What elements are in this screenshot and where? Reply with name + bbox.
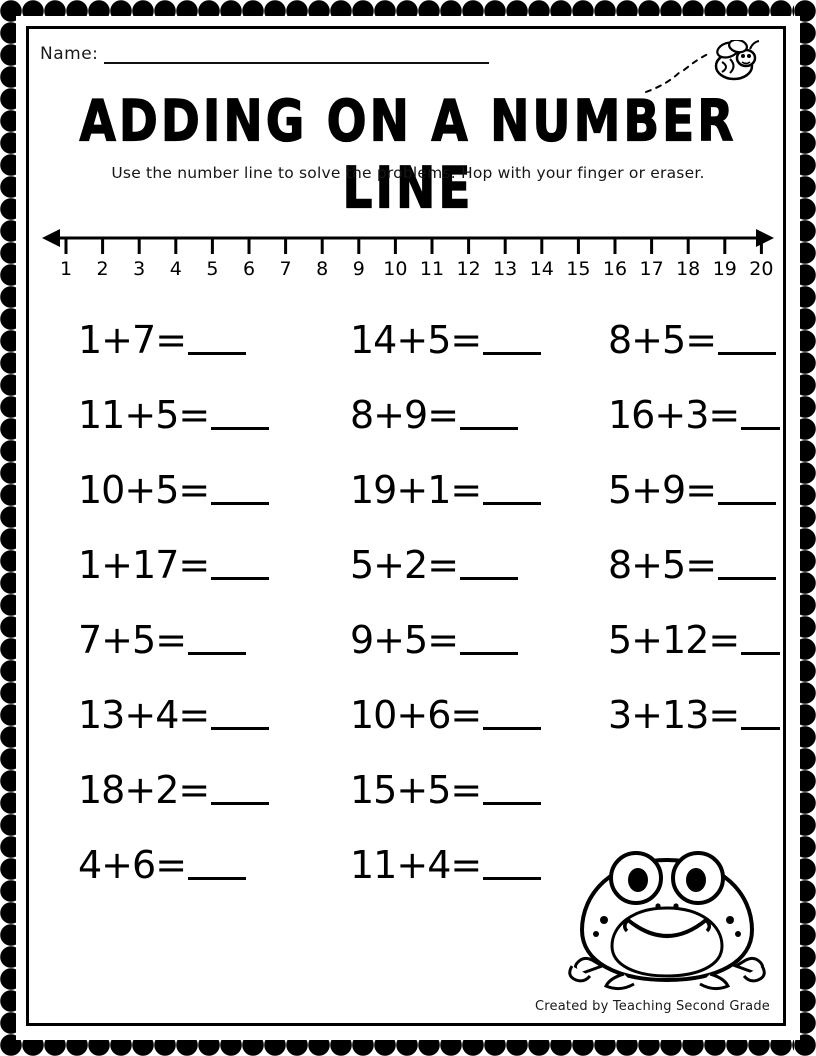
problem-item bbox=[544, 318, 780, 393]
problem-text: 8+5= bbox=[608, 318, 717, 362]
problem-item bbox=[544, 543, 780, 618]
problem-item bbox=[544, 468, 780, 543]
problem-text: 10+6= bbox=[350, 693, 482, 737]
problem-text: 19+1= bbox=[350, 468, 482, 512]
problem-item bbox=[544, 393, 780, 468]
problem-text: 5+2= bbox=[350, 543, 459, 587]
tick-label: 3 bbox=[133, 258, 146, 280]
problem-item bbox=[40, 693, 292, 768]
problem-item bbox=[292, 768, 544, 843]
problem-item bbox=[40, 318, 292, 393]
problem-item bbox=[292, 618, 544, 693]
problem-text: 16+3= bbox=[608, 393, 740, 437]
answer-blank[interactable] bbox=[211, 393, 269, 430]
credit-text: Created by Teaching Second Grade bbox=[535, 999, 770, 1014]
problem-item bbox=[292, 393, 544, 468]
tick-label: 5 bbox=[206, 258, 219, 280]
problem-item bbox=[544, 618, 780, 693]
answer-blank[interactable] bbox=[211, 468, 269, 505]
answer-blank[interactable] bbox=[718, 318, 776, 355]
frog-icon bbox=[562, 824, 772, 994]
answer-blank[interactable] bbox=[460, 618, 518, 655]
answer-blank[interactable] bbox=[460, 393, 518, 430]
answer-blank[interactable] bbox=[483, 843, 541, 880]
name-input-line[interactable] bbox=[104, 46, 489, 64]
answer-blank[interactable] bbox=[483, 318, 541, 355]
number-line-labels bbox=[40, 258, 776, 288]
answer-blank[interactable] bbox=[211, 693, 269, 730]
problem-item bbox=[292, 843, 544, 918]
tick-label: 7 bbox=[279, 258, 292, 280]
tick-label: 6 bbox=[242, 258, 256, 280]
worksheet-content bbox=[26, 26, 790, 1030]
tick-label: 4 bbox=[169, 258, 182, 280]
answer-blank[interactable] bbox=[741, 618, 780, 655]
page-subtitle: Use the number line to solve the problems. Hop with your finger or eraser. bbox=[111, 164, 705, 182]
tick-label: 8 bbox=[316, 258, 329, 280]
answer-blank[interactable] bbox=[483, 768, 541, 805]
tick-label: 19 bbox=[712, 258, 737, 280]
page-title: ADDING ON A NUMBER LINE bbox=[79, 88, 737, 223]
tick-label: 1 bbox=[59, 258, 73, 280]
number-line bbox=[40, 216, 776, 306]
answer-blank[interactable] bbox=[741, 393, 780, 430]
answer-blank[interactable] bbox=[211, 768, 269, 805]
problem-text: 3+13= bbox=[608, 693, 740, 737]
tick-label: 14 bbox=[529, 258, 554, 280]
tick-label: 11 bbox=[419, 258, 445, 280]
problem-text: 8+9= bbox=[350, 393, 459, 437]
problem-text: 8+5= bbox=[608, 543, 717, 587]
answer-blank[interactable] bbox=[188, 618, 246, 655]
tick-label: 12 bbox=[456, 258, 481, 280]
problem-item bbox=[40, 768, 292, 843]
tick-label: 9 bbox=[352, 258, 365, 280]
problem-item bbox=[292, 318, 544, 393]
tick-label: 2 bbox=[96, 258, 109, 280]
problem-text: 5+12= bbox=[608, 618, 740, 662]
problem-item bbox=[292, 693, 544, 768]
problem-item bbox=[40, 843, 292, 918]
problem-text: 4+6= bbox=[78, 843, 187, 887]
arrow-right-icon bbox=[756, 229, 774, 247]
problem-item bbox=[40, 618, 292, 693]
name-label: Name: bbox=[40, 44, 99, 64]
problem-item bbox=[40, 543, 292, 618]
problem-item bbox=[292, 468, 544, 543]
tick-label: 16 bbox=[602, 258, 628, 280]
problem-text: 15+5= bbox=[350, 768, 482, 812]
tick-label: 18 bbox=[676, 258, 701, 280]
answer-blank[interactable] bbox=[188, 843, 246, 880]
answer-blank[interactable] bbox=[718, 468, 776, 505]
answer-blank[interactable] bbox=[741, 693, 780, 730]
name-row bbox=[40, 44, 489, 64]
answer-blank[interactable] bbox=[483, 468, 541, 505]
answer-blank[interactable] bbox=[483, 693, 541, 730]
problem-item bbox=[544, 693, 780, 768]
problem-text: 11+4= bbox=[350, 843, 482, 887]
problem-text: 10+5= bbox=[78, 468, 210, 512]
number-line-axis bbox=[40, 216, 776, 260]
answer-blank[interactable] bbox=[460, 543, 518, 580]
problem-text: 13+4= bbox=[78, 693, 210, 737]
problem-item bbox=[292, 543, 544, 618]
answer-blank[interactable] bbox=[718, 543, 776, 580]
problem-text: 9+5= bbox=[350, 618, 459, 662]
problem-text: 18+2= bbox=[78, 768, 210, 812]
problem-item bbox=[40, 468, 292, 543]
problem-text: 5+9= bbox=[608, 468, 717, 512]
problem-text: 1+17= bbox=[78, 543, 210, 587]
arrow-left-icon bbox=[42, 229, 60, 247]
problem-text: 14+5= bbox=[350, 318, 482, 362]
tick-label: 15 bbox=[566, 258, 591, 280]
answer-blank[interactable] bbox=[188, 318, 246, 355]
answer-blank[interactable] bbox=[211, 543, 269, 580]
problem-text: 7+5= bbox=[78, 618, 187, 662]
tick-label: 17 bbox=[639, 258, 664, 280]
tick-label: 13 bbox=[493, 258, 518, 280]
problem-text: 11+5= bbox=[78, 393, 210, 437]
tick-label: 10 bbox=[383, 258, 408, 280]
problem-text: 1+7= bbox=[78, 318, 187, 362]
problem-item bbox=[40, 393, 292, 468]
tick-label: 20 bbox=[749, 258, 774, 280]
